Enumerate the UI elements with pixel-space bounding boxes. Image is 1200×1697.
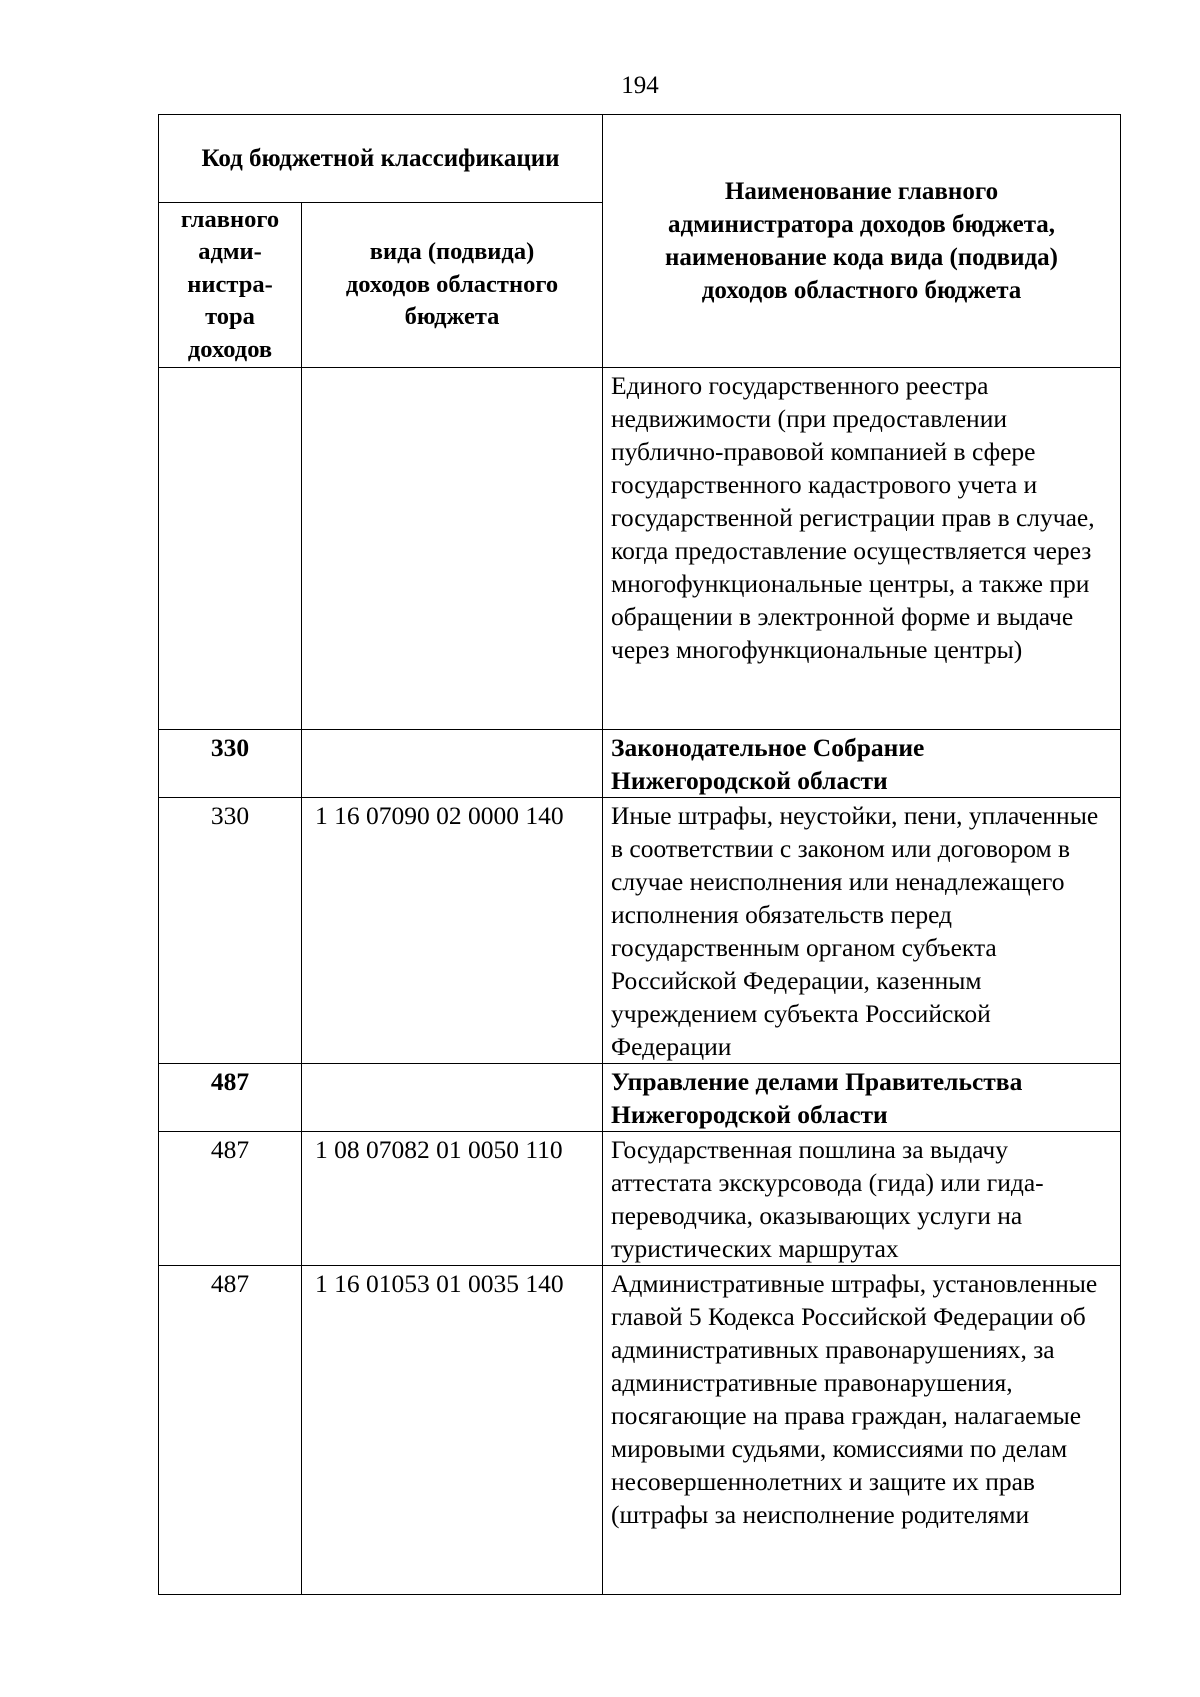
admin-code-cell: [159, 368, 302, 730]
page-number: 194: [621, 72, 659, 99]
revenue-code-cell: 1 16 07090 02 0000 140: [302, 798, 603, 1064]
header-code-line: вида (подвида): [369, 238, 535, 266]
revenue-name-cell: Иные штрафы, неустойки, пени, уплаченные в соответствии с законом или договором в случае неисполнения или ненадлежащего исполнения обязательств перед государственным органом субъекта Российской Федерации, казенным учреждением субъекта Российской Федерации: [603, 798, 1121, 1064]
header-name-line: администратора доходов бюджета,: [667, 211, 1056, 238]
header-admin-line: тора: [205, 303, 255, 331]
header-admin-line: доходов: [187, 335, 273, 363]
header-budget-classification-code: Код бюджетной классификации: [159, 115, 603, 203]
table-row: [159, 1064, 1121, 1132]
table-row: [159, 1266, 1121, 1595]
revenue-code-cell: [302, 368, 603, 730]
budget-classification-table: [158, 114, 1121, 1595]
header-name-line: наименование кода вида (подвида): [665, 244, 1058, 271]
admin-code-cell: 330: [159, 730, 302, 798]
revenue-code-cell: [302, 730, 603, 798]
header-admin-line: главного: [180, 205, 280, 233]
revenue-name-cell: Законодательное Собрание Нижегородской области: [603, 730, 1121, 798]
revenue-name-cell: Управление делами Правительства Нижегородской области: [603, 1064, 1121, 1132]
admin-code-cell: 330: [159, 798, 302, 1064]
header-admin-line: адми-: [198, 238, 262, 266]
revenue-code-cell: 1 08 07082 01 0050 110: [302, 1132, 603, 1266]
admin-code-cell: 487: [159, 1266, 302, 1595]
admin-code-cell: 487: [159, 1132, 302, 1266]
revenue-code-cell: [302, 1064, 603, 1132]
table-row: [159, 730, 1121, 798]
table-row: [159, 798, 1121, 1064]
revenue-name-cell: Административные штрафы, установленные главой 5 Кодекса Российской Федерации об административных правонарушениях, за административные правонарушения, посягающие на права граждан, налагаемые мировыми судьями, комиссиями по делам несовершеннолетних и защите их прав (штрафы за неисполнение родителями: [603, 1266, 1121, 1595]
header-name-column: [603, 115, 1121, 368]
table-row: [159, 1132, 1121, 1266]
header-code-column: [302, 203, 603, 368]
header-admin-line: нистра-: [187, 270, 273, 298]
header-name-line: доходов областного бюджета: [701, 277, 1022, 304]
table-row: [159, 368, 1121, 730]
header-row-top: [159, 115, 1121, 203]
header-code-line: доходов областного: [345, 270, 559, 298]
header-admin-column: [159, 203, 302, 368]
admin-code-cell: 487: [159, 1064, 302, 1132]
revenue-name-cell: Единого государственного реестра недвижимости (при предоставлении публично-правовой компанией в сфере государственного кадастрового учета и государственной регистрации прав в случае, когда предоставление осуществляется через многофункциональные центры, а также при обращении в электронной форме и выдаче через многофункциональные центры): [603, 368, 1121, 730]
revenue-code-cell: 1 16 01053 01 0035 140: [302, 1266, 603, 1595]
revenue-name-cell: Государственная пошлина за выдачу аттестата экскурсовода (гида) или гида-переводчика, оказывающих услуги на туристических маршрутах: [603, 1132, 1121, 1266]
header-name-line: Наименование главного: [724, 178, 999, 205]
header-code-line: бюджета: [404, 303, 500, 331]
